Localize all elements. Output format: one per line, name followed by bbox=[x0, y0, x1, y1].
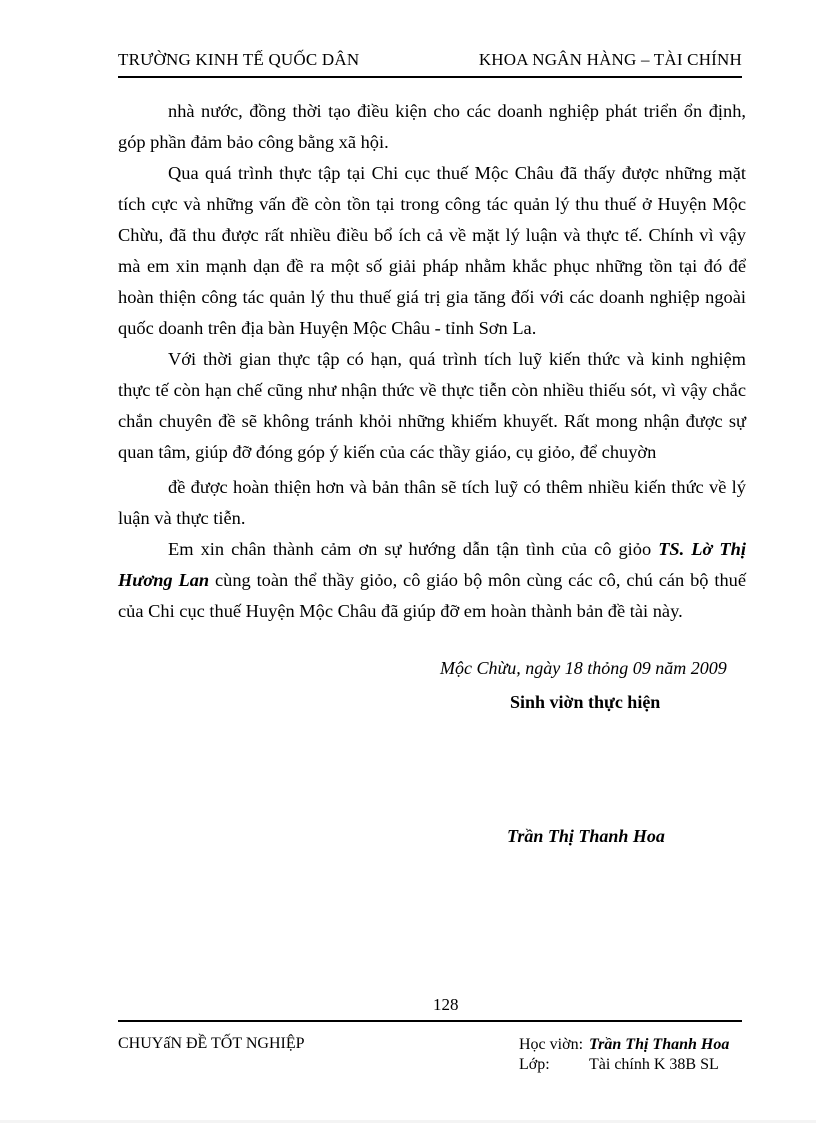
paragraph-1: nhà nước, đồng thời tạo điều kiện cho các doanh nghiệp phát triển ổn định, góp phần đảm bảo công bằng xã hội. bbox=[118, 101, 746, 152]
footer-student-info bbox=[519, 1035, 729, 1075]
header-faculty: KHOA NGÂN HÀNG – TÀI CHÍNH bbox=[478, 50, 742, 69]
class-label: Lớp: bbox=[519, 1056, 550, 1073]
paragraph-3: Với thời gian thực tập có hạn, quá trình tích luỹ kiến thức và kinh nghiệm thực tế còn hạn chế cũng như nhận thức về thực tiễn còn nhiều thiếu sót, vì vậy chắc chắn chuyên đề sẽ không tránh khỏi những khiếm khuyết. Rất mong nhận được sự quan tâm, giúp đỡ đóng góp ý kiến của các thầy giáo, cụ giỏo, để chuyờn bbox=[118, 349, 746, 462]
signature-date: Mộc Chừu, ngày 18 thỏng 09 năm 2009 bbox=[440, 658, 727, 678]
header-divider bbox=[118, 76, 742, 78]
student-name: Trần Thị Thanh Hoa bbox=[589, 1036, 730, 1053]
signer-role: Sinh viờn thực hiện bbox=[510, 692, 661, 712]
paragraph-4 bbox=[118, 534, 746, 627]
document-body bbox=[118, 96, 746, 627]
header-school: TRƯỜNG KINH TẾ QUỐC DÂN bbox=[118, 50, 360, 69]
footer-title: CHUYấN ĐỀ TỐT NGHIỆP bbox=[118, 1035, 305, 1052]
advisor-name: TS. Lờ Thị Hương Lan bbox=[118, 539, 746, 590]
footer-class-row bbox=[519, 1055, 729, 1075]
class-value: Tài chính K 38B SL bbox=[589, 1056, 719, 1073]
footer-divider bbox=[118, 1020, 742, 1022]
paragraph-4-text-b: cùng toàn thể thầy giỏo, cô giáo bộ môn cùng các cô, chú cán bộ thuế của Chi cục thuế Huyện Mộc Châu đã giúp đỡ em hoàn thành bản đề tài này. bbox=[118, 570, 746, 621]
footer-student-row bbox=[519, 1035, 729, 1055]
student-label: Học viờn: bbox=[519, 1036, 584, 1053]
paragraph-2: Qua quá trình thực tập tại Chi cục thuế Mộc Châu đã thấy được những mặt tích cực và những vấn đề còn tồn tại trong công tác quản lý thu thuế ở Huyện Mộc Chừu, đã thu được rất nhiều điều bổ ích cả về mặt lý luận và thực tế. Chính vì vậy mà em xin mạnh dạn đề ra một số giải pháp nhằm khắc phục những tồn tại đó để hoàn thiện công tác quản lý thu thuế giá trị gia tăng đối với các doanh nghiệp ngoài quốc doanh trên địa bàn Huyện Mộc Châu - tỉnh Sơn La. bbox=[118, 163, 746, 338]
page-number: 128 bbox=[433, 995, 459, 1014]
paragraph-3-continued: đề được hoàn thiện hơn và bản thân sẽ tích luỹ có thêm nhiều kiến thức về lý luận và thực tiễn. bbox=[118, 477, 746, 528]
signer-name: Trần Thị Thanh Hoa bbox=[507, 826, 665, 846]
paragraph-4-text-a: Em xin chân thành cảm ơn sự hướng dẫn tận tình của cô giỏo bbox=[168, 539, 659, 559]
